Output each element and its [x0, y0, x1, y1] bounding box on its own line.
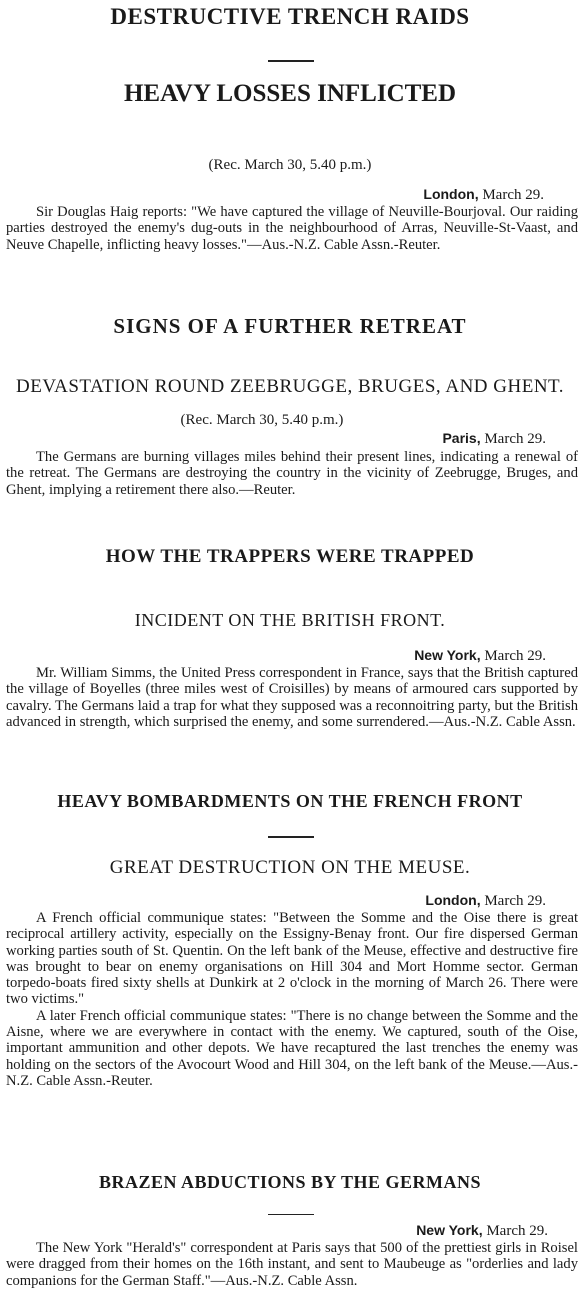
divider-rule — [268, 1214, 314, 1215]
paragraph: The New York "Herald's" correspondent at Paris says that 500 of the prettiest girls in Roisel were dragged from their homes on the 16th instant, and sent to Maubeuge as "orderlies and lady companions for the German Staff."—Aus.-N.Z. Cable Assn. — [6, 1240, 578, 1289]
headline-bombardments: HEAVY BOMBARDMENTS ON THE FRENCH FRONT — [57, 791, 523, 811]
dateline-date: March 29. — [482, 187, 544, 203]
dateline — [425, 892, 546, 910]
dateline — [423, 186, 544, 204]
subheadline-heavy-losses: HEAVY LOSSES INFLICTED — [123, 80, 457, 107]
article-body — [6, 449, 578, 498]
divider-rule — [268, 60, 314, 62]
subheadline-incident: INCIDENT ON THE BRITISH FRONT. — [134, 610, 446, 630]
paragraph: A French official communique states: "Between the Somme and the Oise there is great reciprocal artillery activity, especially on the Essigny-Benay front. Our fire dispersed German working parties south of St. Quentin. On the left bank of the Meuse, effective and destructive fire was brought to bear on enemy organisations on Hill 304 and Mort Homme sector. German torpedo-boats fired sixty shells at Dunkirk at 2 o'clock in the morning of March 26. There were two victims." — [6, 910, 578, 1008]
dateline-date: March 29. — [484, 431, 546, 447]
subheadline-meuse: GREAT DESTRUCTION ON THE MEUSE. — [109, 857, 471, 878]
divider-rule — [268, 836, 314, 838]
paragraph: Sir Douglas Haig reports: "We have captured the village of Neuville-Bourjoval. Our raiding parties destroyed the enemy's dug-outs in the neighbourhood of Arras, Neuville-St-Vaast, and Neuve Chapelle, inflicting heavy losses."—Aus.-N.Z. Cable Assn.-Reuter. — [6, 204, 578, 253]
article-body — [6, 1240, 578, 1289]
dateline-place: New York, — [414, 647, 481, 663]
headline-trappers: HOW THE TRAPPERS WERE TRAPPED — [105, 546, 475, 567]
headline-abductions: BRAZEN ABDUCTIONS BY THE GERMANS — [98, 1172, 482, 1192]
dateline-date: March 29. — [486, 1223, 548, 1239]
dateline — [414, 647, 546, 665]
dateline-place: London, — [425, 892, 481, 908]
article-body — [6, 204, 578, 253]
article-body — [6, 910, 578, 1089]
dateline — [442, 430, 546, 448]
dateline-date: March 29. — [484, 648, 546, 664]
dateline-date: March 29. — [484, 893, 546, 909]
received-time: (Rec. March 30, 5.40 p.m.) — [208, 157, 372, 173]
dateline-place: London, — [423, 186, 479, 202]
dateline-place: New York, — [416, 1222, 483, 1238]
paragraph: A later French official communique states: "There is no change between the Somme and the Aisne, where we are everywhere in contact with the enemy. We captured, south of the Oise, important ammunition and other depots. We have recaptured the last trenches the enemy was holding on the sectors of the Avocourt Wood and Hill 304, on the left bank of the Meuse.—Aus.-N.Z. Cable Assn.-Reuter. — [6, 1007, 578, 1089]
article-body — [6, 665, 578, 730]
dateline — [416, 1222, 548, 1240]
paragraph: Mr. William Simms, the United Press correspondent in France, says that the British captured the village of Boyelles (three miles west of Croisilles) by means of armoured cars supported by cavalry. The Germans laid a trap for what they supposed was a reconnoitring party, but the British advanced in strength, which surprised the enemy, and some surrendered.—Aus.-N.Z. Cable Assn. — [6, 665, 578, 730]
subheadline-devastation: DEVASTATION ROUND ZEEBRUGGE, BRUGES, AND GHENT. — [16, 376, 564, 397]
received-time: (Rec. March 30, 5.40 p.m.) — [180, 412, 344, 428]
headline-further-retreat: SIGNS OF A FURTHER RETREAT — [113, 314, 467, 338]
dateline-place: Paris, — [442, 430, 481, 446]
paragraph: The Germans are burning villages miles behind their present lines, indicating a renewal of the retreat. The Germans are destroying the country in the vicinity of Zeebrugge, Bruges, and Ghent, implying a retirement there also.—Reuter. — [6, 449, 578, 498]
headline-trench-raids: DESTRUCTIVE TRENCH RAIDS — [110, 4, 470, 29]
